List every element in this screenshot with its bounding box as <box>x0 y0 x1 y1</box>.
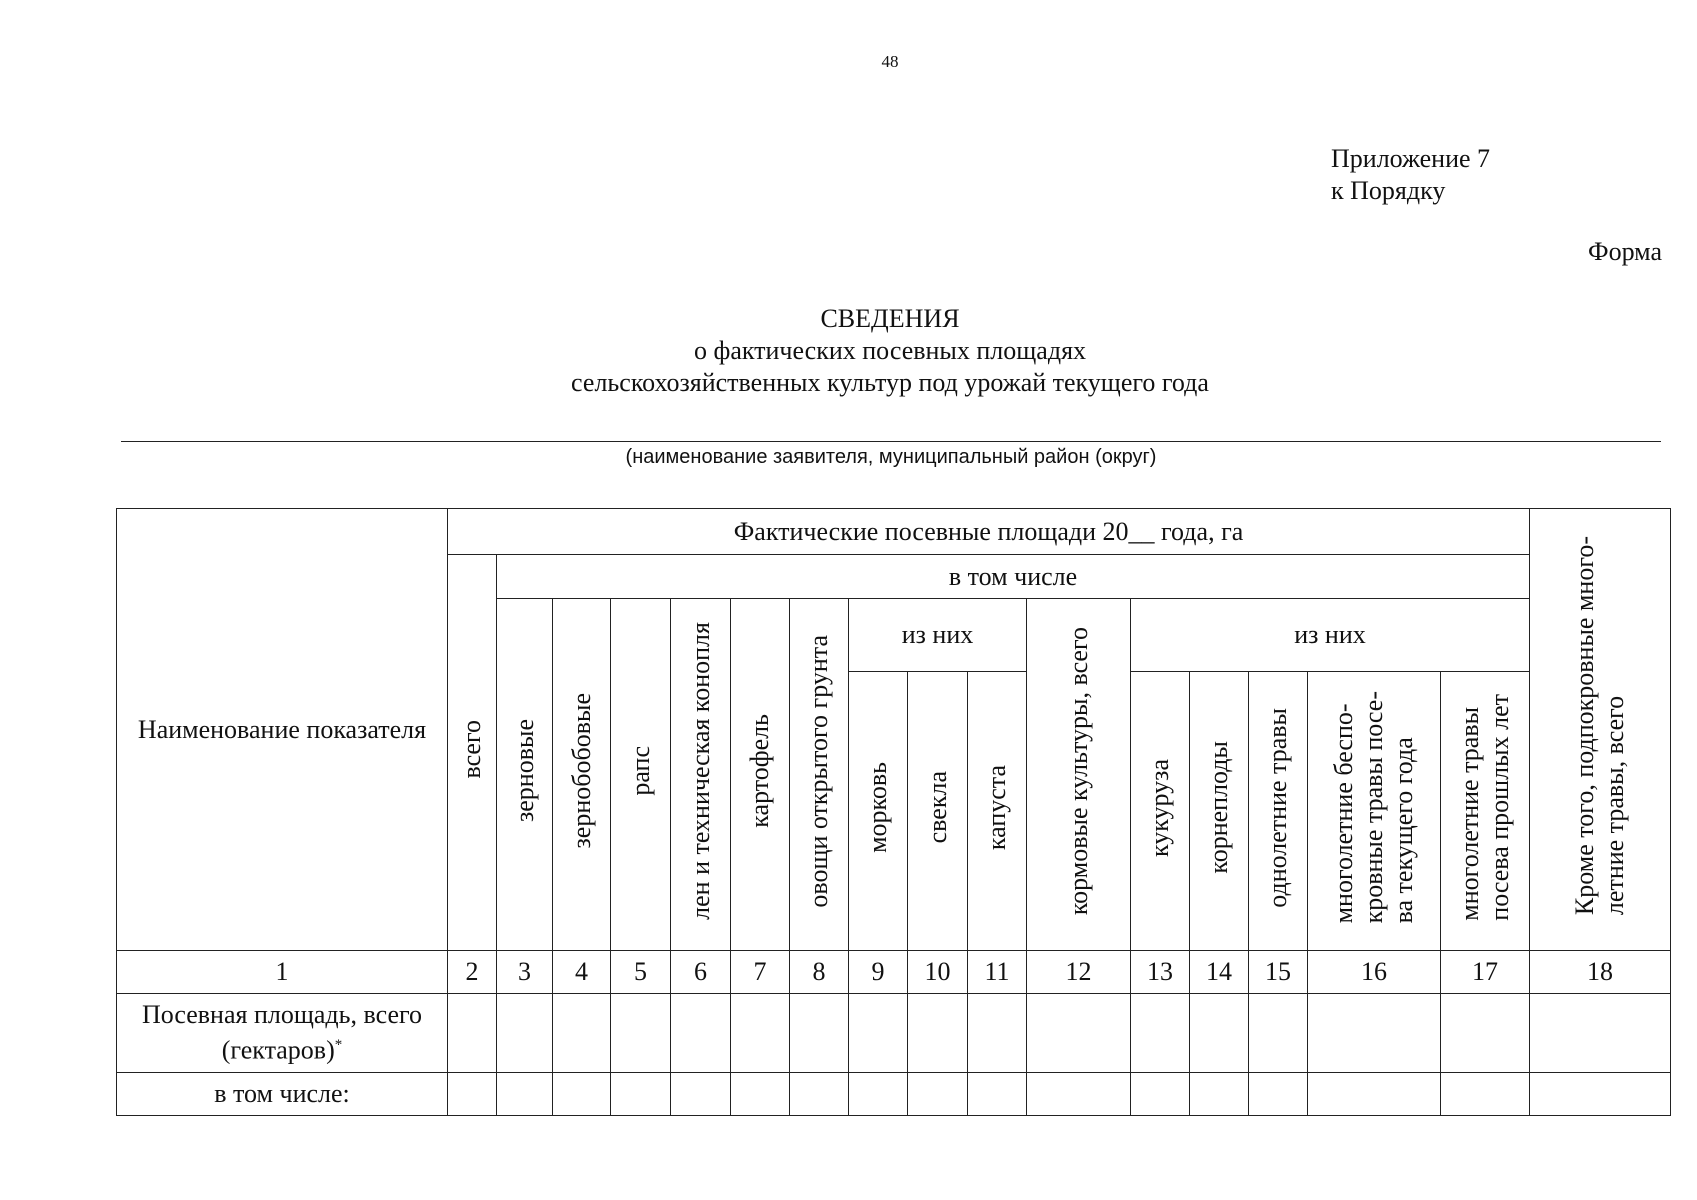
data-cell[interactable] <box>1027 994 1131 1073</box>
header-of-them-vegetables: из них <box>849 599 1027 672</box>
data-cell[interactable] <box>1441 1073 1530 1116</box>
data-cell[interactable] <box>497 994 553 1073</box>
data-cell[interactable] <box>731 1073 790 1116</box>
appendix-note <box>1331 143 1490 207</box>
header-col-fodder: кормовые культуры, всего <box>1027 599 1131 951</box>
header-col-total: всего <box>448 555 497 951</box>
header-of-them-fodder: из них <box>1131 599 1530 672</box>
header-col-rapeseed: рапс <box>611 599 671 951</box>
col-number: 6 <box>671 951 731 994</box>
col-number: 18 <box>1530 951 1671 994</box>
data-cell[interactable] <box>790 994 849 1073</box>
data-cell[interactable] <box>497 1073 553 1116</box>
header-col-perennial-new: многолетние беспо- кровные травы посе- ва текущего года <box>1308 672 1441 951</box>
header-col-grain: зерновые <box>497 599 553 951</box>
col-number: 3 <box>497 951 553 994</box>
applicant-fill-line[interactable] <box>121 441 1661 442</box>
col-number: 15 <box>1249 951 1308 994</box>
header-col-perennial-old: многолетние травы посева прошлых лет <box>1441 672 1530 951</box>
page-number: 48 <box>881 52 899 71</box>
data-cell[interactable] <box>611 994 671 1073</box>
col-number: 12 <box>1027 951 1131 994</box>
data-cell[interactable] <box>1249 994 1308 1073</box>
sowing-area-table <box>116 508 1671 1116</box>
col-number: 1 <box>117 951 448 994</box>
data-cell[interactable] <box>908 994 968 1073</box>
table-row <box>117 1073 1671 1116</box>
col-number: 5 <box>611 951 671 994</box>
title-line-2: о фактических посевных площадях <box>693 336 1087 365</box>
applicant-caption: (наименование заявителя, муниципальный район (округ) <box>625 446 1157 468</box>
data-cell[interactable] <box>1131 1073 1190 1116</box>
data-cell[interactable] <box>849 994 908 1073</box>
data-cell[interactable] <box>1308 1073 1441 1116</box>
header-actual-areas: Фактические посевные площади 20__ года, га <box>448 509 1530 555</box>
header-col-carrot: морковь <box>849 672 908 951</box>
table-row <box>117 994 1671 1073</box>
col-number: 14 <box>1190 951 1249 994</box>
header-in-total: в том числе <box>497 555 1530 599</box>
header-col-annual-grass: однолетние травы <box>1249 672 1308 951</box>
appendix-line-1: Приложение 7 <box>1331 144 1491 173</box>
data-cell[interactable] <box>908 1073 968 1116</box>
data-cell[interactable] <box>448 1073 497 1116</box>
header-col-flax: лен и техническая конопля <box>671 599 731 951</box>
header-col-legumes: зернобобовые <box>553 599 611 951</box>
header-col-extra-l1: Кроме того, подпокровные много- <box>1570 536 1600 916</box>
col-number: 8 <box>790 951 849 994</box>
form-label: Форма <box>1588 237 1662 266</box>
data-cell[interactable] <box>1530 1073 1671 1116</box>
col-number: 7 <box>731 951 790 994</box>
data-cell[interactable] <box>553 1073 611 1116</box>
header-col-cabbage: капуста <box>968 672 1027 951</box>
document-title <box>0 303 1697 399</box>
header-col-corn: кукуруза <box>1131 672 1190 951</box>
title-line-1: СВЕДЕНИЯ <box>820 304 960 333</box>
col-number: 9 <box>849 951 908 994</box>
title-line-3: сельскохозяйственных культур под урожай текущего года <box>571 368 1209 397</box>
data-cell[interactable] <box>1441 994 1530 1073</box>
appendix-line-2: к Порядку <box>1331 176 1446 205</box>
column-number-row <box>117 951 1671 994</box>
data-cell[interactable] <box>1249 1073 1308 1116</box>
header-col-beet: свекла <box>908 672 968 951</box>
col-number: 13 <box>1131 951 1190 994</box>
col-number: 11 <box>968 951 1027 994</box>
data-cell[interactable] <box>448 994 497 1073</box>
col-number: 16 <box>1308 951 1441 994</box>
header-indicator-name: Наименование показателя <box>117 509 448 951</box>
data-cell[interactable] <box>849 1073 908 1116</box>
data-cell[interactable] <box>1308 994 1441 1073</box>
data-cell[interactable] <box>1027 1073 1131 1116</box>
col-number: 10 <box>908 951 968 994</box>
data-cell[interactable] <box>553 994 611 1073</box>
header-col-vegetables: овощи открытого грунта <box>790 599 849 951</box>
data-cell[interactable] <box>790 1073 849 1116</box>
row-label-total-area: Посевная площадь, всего (гектаров)* <box>117 994 448 1073</box>
data-cell[interactable] <box>1190 994 1249 1073</box>
data-cell[interactable] <box>1131 994 1190 1073</box>
row-label-including: в том числе: <box>117 1073 448 1116</box>
col-number: 4 <box>553 951 611 994</box>
data-cell[interactable] <box>671 994 731 1073</box>
data-cell[interactable] <box>611 1073 671 1116</box>
header-col-potato: картофель <box>731 599 790 951</box>
data-cell[interactable] <box>1190 1073 1249 1116</box>
data-cell[interactable] <box>968 994 1027 1073</box>
col-number: 2 <box>448 951 497 994</box>
col-number: 17 <box>1441 951 1530 994</box>
header-col-extra-l2: летние травы, всего <box>1600 696 1630 916</box>
data-cell[interactable] <box>671 1073 731 1116</box>
data-cell[interactable] <box>731 994 790 1073</box>
data-cell[interactable] <box>1530 994 1671 1073</box>
header-col-extra <box>1530 509 1671 951</box>
header-col-roots: корнеплоды <box>1190 672 1249 951</box>
data-cell[interactable] <box>968 1073 1027 1116</box>
